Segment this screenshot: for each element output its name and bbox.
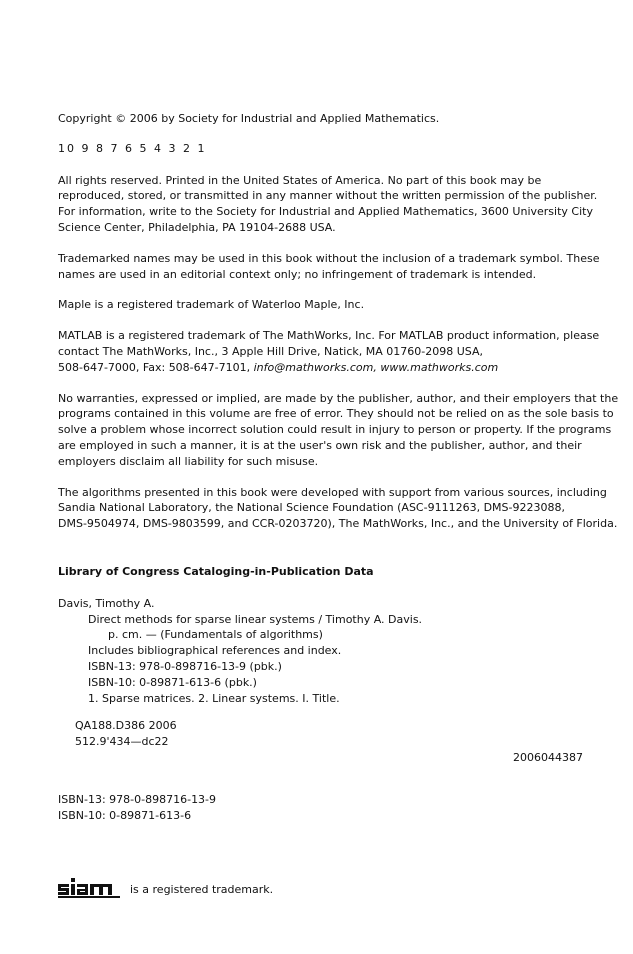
- matlab-contact-line: [58, 360, 603, 376]
- matlab-email-link: info@mathworks.com: [253, 360, 374, 374]
- matlab-website-link: www.mathworks.com: [380, 360, 499, 374]
- trademark-names-line: Trademarked names may be used in this book without the inclusion of a trademark symbol. These: [58, 251, 600, 265]
- rights-line: All rights reserved. Printed in the United States of America. No part of this book may be: [58, 173, 542, 187]
- matlab-link-separator: ,: [373, 360, 381, 374]
- isbn-block: [58, 792, 603, 824]
- algorithms-line: Sandia National Laboratory, the National Science Foundation (ASC-9111263, DMS-9223088,: [58, 501, 565, 515]
- matlab-line: contact The MathWorks, Inc., 3 Apple Hill Drive, Natick, MA 01760-2098 USA,: [58, 344, 483, 358]
- cip-control-number: 2006044387: [513, 750, 583, 764]
- cip-call-number: QA188.D386 2006: [75, 719, 177, 733]
- isbn13-line: ISBN-13: 978-0-898716-13-9: [58, 792, 217, 806]
- siam-logo-icon: [58, 876, 120, 898]
- cip-title: Direct methods for sparse linear systems / Timothy A. Davis.: [88, 612, 423, 626]
- matlab-line: MATLAB is a registered trademark of The MathWorks, Inc. For MATLAB product information, please: [58, 329, 600, 343]
- copyright-page: [58, 111, 619, 823]
- algorithms-line: The algorithms presented in this book were developed with support from various sources, including: [58, 485, 607, 499]
- cip-author: Davis, Timothy A.: [58, 596, 155, 610]
- algorithms-line: DMS-9504974, DMS-9803599, and CCR-0203720), The MathWorks, Inc., and the University of Florida.: [58, 517, 618, 531]
- cip-heading: Library of Congress Cataloging-in-Publication Data: [58, 564, 374, 578]
- rights-line: Science Center, Philadelphia, PA 19104-2688 USA.: [58, 220, 336, 234]
- warranty-line: are employed in such a manner, it is at the user's own risk and the publisher, author, and their: [58, 438, 582, 452]
- trademark-text: is a registered trademark.: [130, 883, 274, 896]
- warranty-line: employers disclaim all liability for such misuse.: [58, 454, 319, 468]
- trademark-names-line: names are used in an editorial context only; no infringement of trademark is intended.: [58, 267, 537, 281]
- copyright-notice: Copyright © 2006 by Society for Industrial and Applied Mathematics.: [58, 112, 440, 125]
- warranty-paragraph: [58, 391, 619, 470]
- rights-line: reproduced, stored, or transmitted in any manner without the written permission of the publisher.: [58, 189, 598, 203]
- warranty-line: solve a problem whose incorrect solution could result in injury to person or property. If the programs: [58, 423, 612, 437]
- print-run-line: 10 9 8 7 6 5 4 3 2 1: [58, 141, 207, 155]
- maple-paragraph: [58, 297, 603, 313]
- siam-trademark-row: [58, 876, 273, 898]
- matlab-phone-fax: 508-647-7000, Fax: 508-647-7101,: [58, 360, 254, 374]
- cip-record: [58, 596, 603, 766]
- cip-isbn13: ISBN-13: 978-0-898716-13-9 (pbk.): [88, 659, 282, 673]
- cip-notes: Includes bibliographical references and index.: [88, 644, 342, 658]
- trademark-names-paragraph: [58, 251, 603, 283]
- matlab-paragraph: [58, 328, 603, 375]
- cip-isbn10: ISBN-10: 0-89871-613-6 (pbk.): [88, 675, 257, 689]
- rights-paragraph: [58, 173, 603, 236]
- cip-pages: p. cm. — (Fundamentals of algorithms): [108, 628, 323, 642]
- isbn10-line: ISBN-10: 0-89871-613-6: [58, 808, 192, 822]
- warranty-line: No warranties, expressed or implied, are made by the publisher, author, and their employers that the: [58, 391, 619, 405]
- algorithms-paragraph: [58, 485, 618, 532]
- cip-subjects: 1. Sparse matrices. 2. Linear systems. I. Title.: [88, 691, 340, 705]
- cip-dewey: 512.9'434—dc22: [75, 735, 169, 749]
- warranty-line: programs contained in this volume are free of error. They should not be relied on as the sole basis to: [58, 407, 614, 421]
- rights-line: For information, write to the Society for Industrial and Applied Mathematics, 3600 University City: [58, 205, 593, 219]
- maple-line: Maple is a registered trademark of Waterloo Maple, Inc.: [58, 298, 365, 312]
